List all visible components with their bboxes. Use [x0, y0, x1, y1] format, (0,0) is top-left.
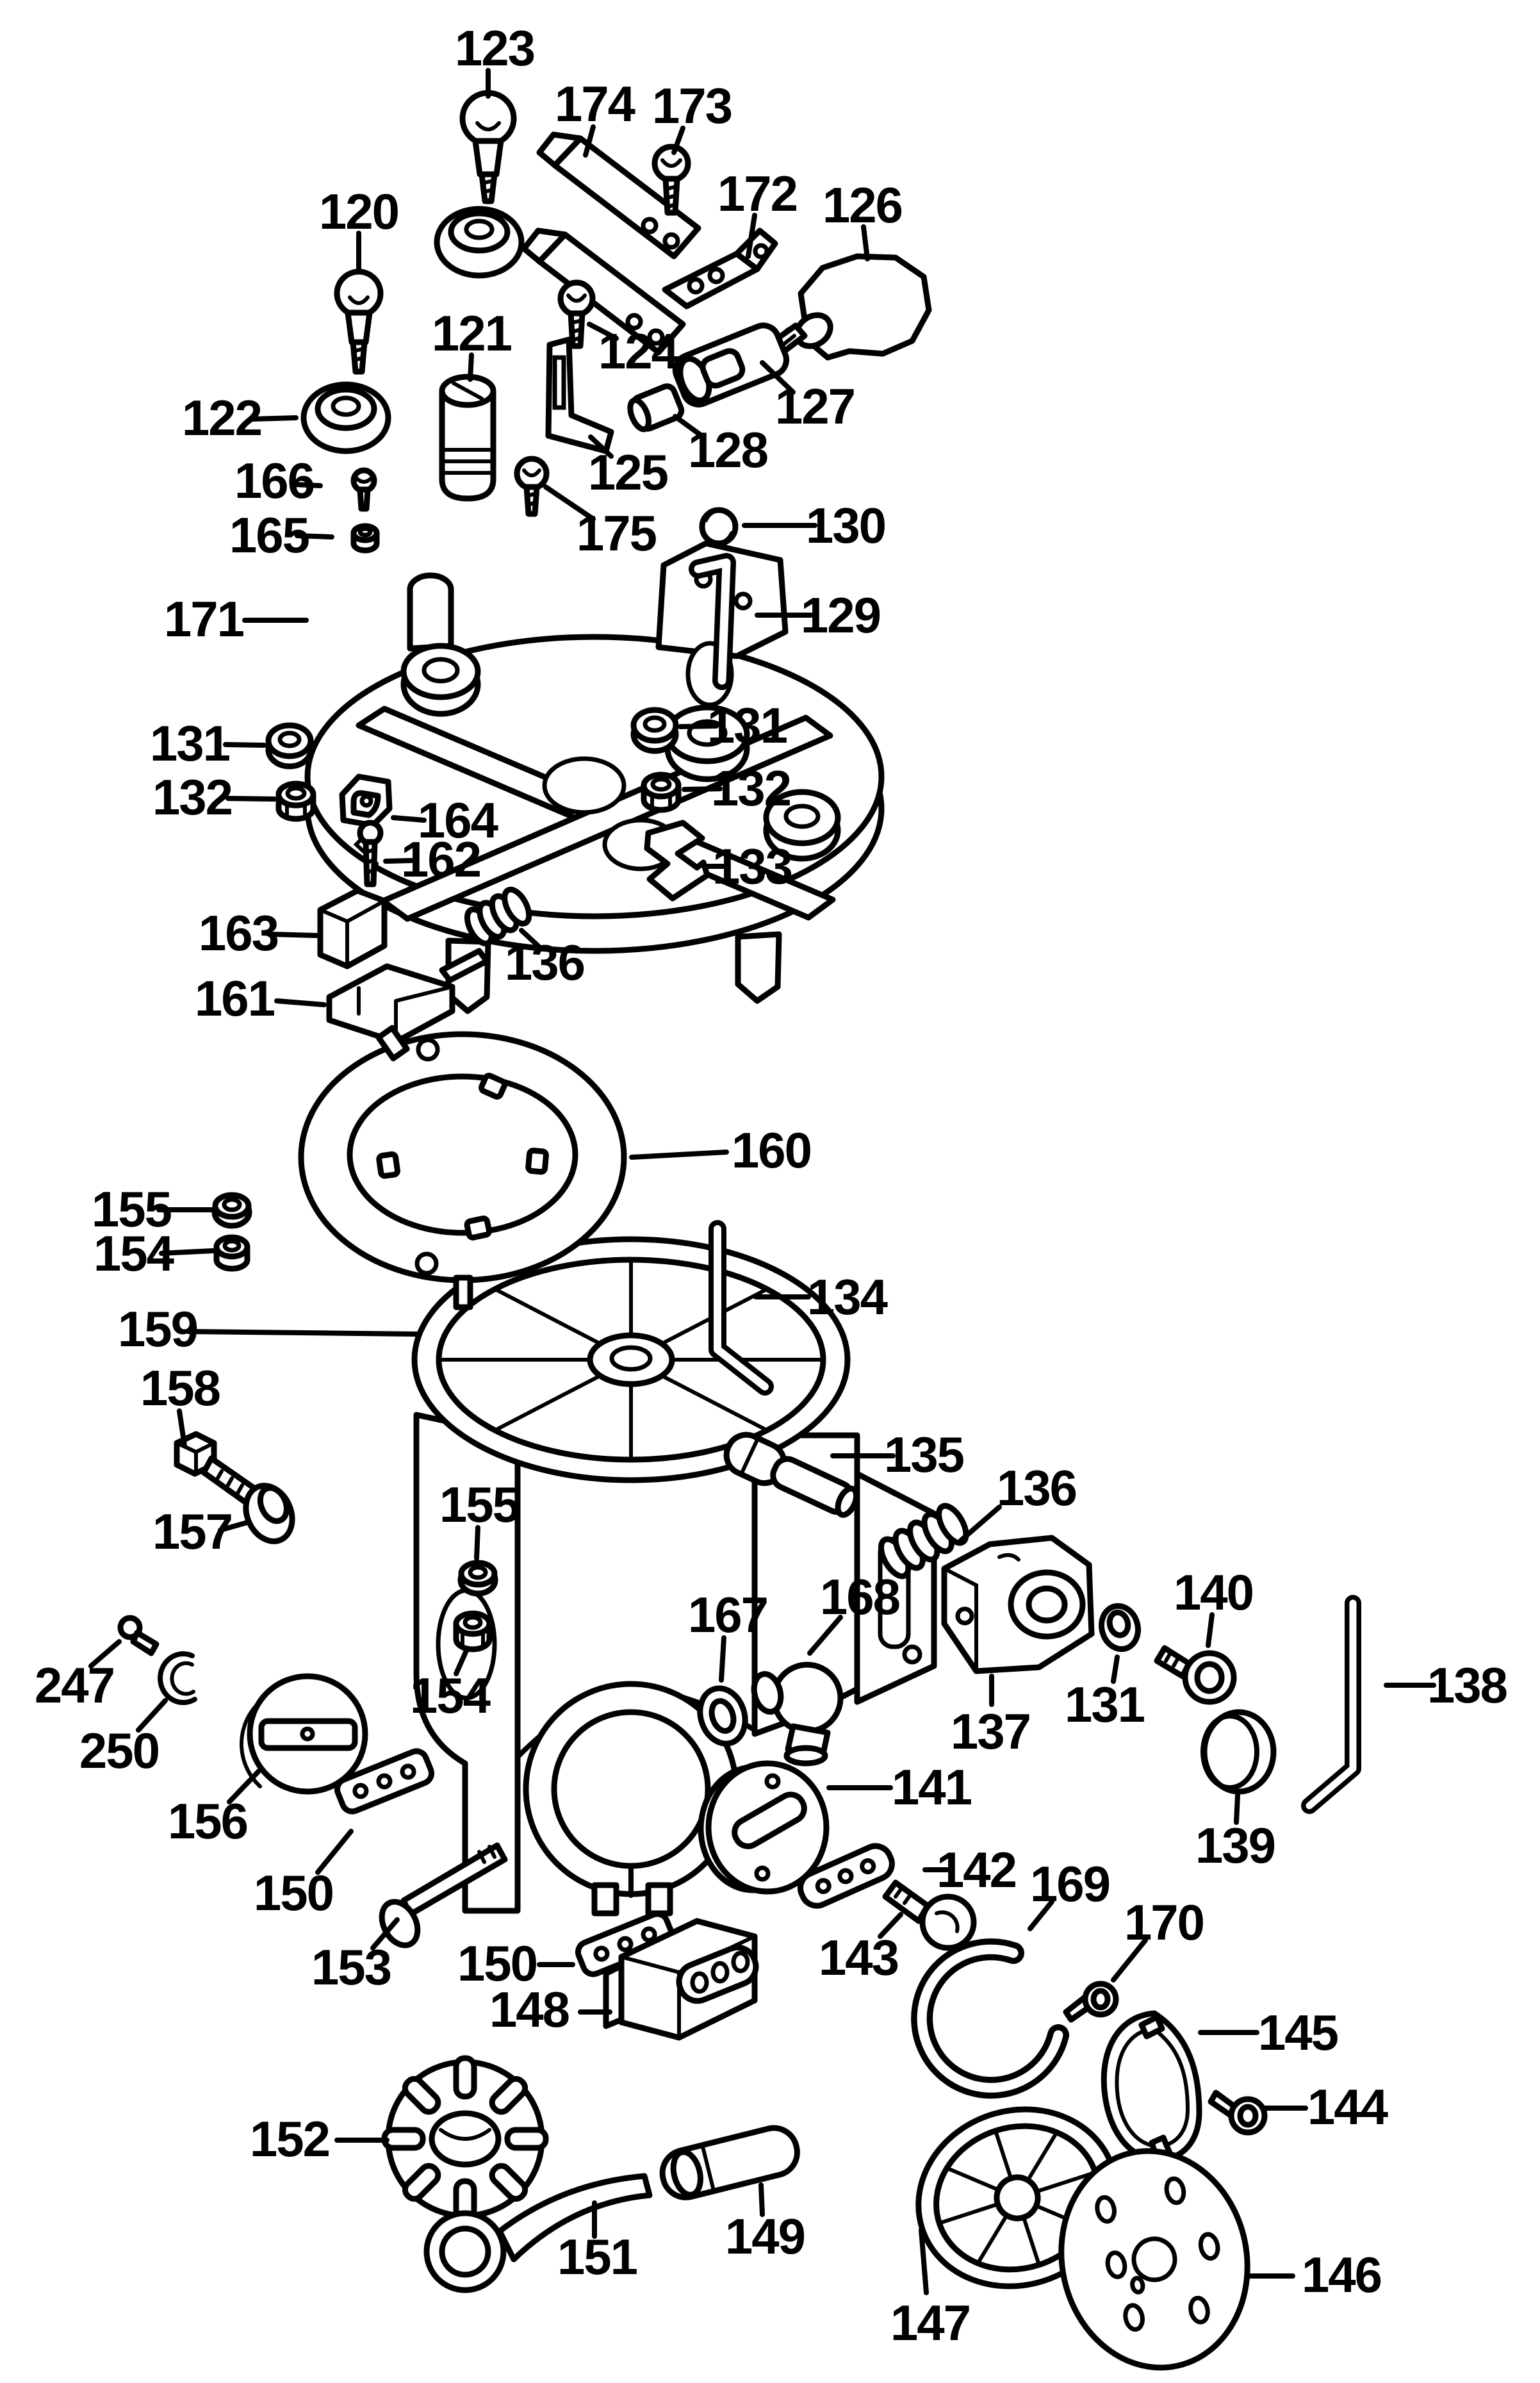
part-label-147: 147 [890, 2295, 971, 2351]
part-label-134: 134 [807, 1269, 887, 1325]
part-label-121: 121 [431, 305, 512, 361]
part-label-150-lower: 150 [457, 1935, 537, 1991]
part-154-nut-lower [456, 1613, 489, 1649]
part-label-132-left: 132 [152, 769, 233, 825]
part-label-155-upper: 155 [91, 1181, 172, 1237]
part-175-screw [517, 459, 546, 514]
part-label-123: 123 [454, 20, 535, 76]
part-label-130: 130 [805, 497, 886, 554]
part-label-125: 125 [587, 444, 668, 500]
part-label-163: 163 [198, 905, 279, 961]
part-127-pivot-cylinder [671, 321, 791, 409]
part-label-131-right: 131 [707, 697, 787, 754]
part-120-depth-knob [337, 272, 381, 372]
part-144-screw [1211, 2093, 1265, 2132]
part-label-156: 156 [167, 1793, 248, 1849]
part-label-126: 126 [822, 177, 903, 233]
part-label-160: 160 [731, 1122, 812, 1178]
part-label-174: 174 [554, 76, 635, 132]
part-label-164: 164 [417, 792, 498, 848]
part-label-131-mid: 131 [1064, 1676, 1145, 1733]
part-label-151: 151 [557, 2229, 637, 2285]
part-164-cord-clamp [342, 777, 389, 825]
part-250-clip [160, 1654, 195, 1703]
part-label-128: 128 [687, 422, 768, 478]
part-label-159: 159 [117, 1301, 198, 1357]
part-label-175: 175 [576, 505, 657, 561]
part-121-barrel [442, 377, 493, 499]
part-label-171: 171 [163, 591, 244, 647]
part-label-141: 141 [891, 1759, 972, 1815]
part-label-146: 146 [1301, 2247, 1382, 2303]
part-label-154-lower: 154 [409, 1667, 490, 1724]
part-label-124: 124 [598, 323, 678, 379]
part-label-153: 153 [311, 1939, 391, 1995]
part-label-137: 137 [950, 1703, 1031, 1760]
part-149-grip-tube [657, 2123, 802, 2202]
part-132-nut-left [279, 784, 313, 819]
part-131-washer-left [268, 725, 311, 766]
part-label-172: 172 [717, 165, 798, 222]
leader-163 [272, 934, 316, 936]
part-label-120: 120 [318, 183, 399, 240]
part-label-154-upper: 154 [93, 1225, 174, 1282]
part-165-nut [354, 526, 377, 550]
part-130-set-screw [702, 510, 735, 543]
part-label-136-mid: 136 [996, 1460, 1077, 1516]
part-label-143: 143 [818, 1929, 899, 1986]
part-123-depth-knob [463, 93, 514, 201]
part-122-cup-washer [304, 384, 388, 451]
part-169-retaining-ring [922, 1949, 1058, 2088]
part-label-165: 165 [229, 507, 309, 563]
part-128-bushing [626, 384, 684, 433]
leader-132-left [228, 798, 274, 799]
leader-159 [188, 1332, 416, 1334]
part-132-nut-right [644, 775, 678, 810]
part-126-clamp-knob [762, 256, 929, 361]
part-label-167: 167 [687, 1587, 768, 1643]
part-137-motor-mount [944, 1538, 1092, 1671]
part-label-169: 169 [1029, 1856, 1110, 1912]
part-label-247: 247 [34, 1657, 115, 1713]
part-label-144: 144 [1307, 2079, 1388, 2135]
part-131-washer-mid [1097, 1602, 1143, 1653]
part-123-retainer-cup [437, 209, 521, 276]
part-label-139: 139 [1195, 1817, 1275, 1874]
part-140-screw [1157, 1648, 1234, 1702]
part-label-138: 138 [1427, 1657, 1507, 1713]
part-label-158: 158 [140, 1360, 220, 1416]
part-label-140: 140 [1173, 1564, 1254, 1620]
leader-167 [721, 1638, 724, 1680]
part-label-132-right: 132 [710, 760, 791, 816]
part-label-250: 250 [79, 1722, 160, 1779]
part-label-133: 133 [712, 838, 792, 895]
part-label-152: 152 [249, 2111, 330, 2167]
part-163-brush [320, 891, 384, 966]
part-label-149: 149 [725, 2208, 805, 2264]
part-label-161: 161 [194, 970, 275, 1027]
part-label-142: 142 [936, 1842, 1017, 1898]
part-138-hex-key [1309, 1603, 1353, 1806]
part-155-washer-upper [215, 1195, 249, 1226]
part-158-bolt [177, 1434, 258, 1505]
part-label-170: 170 [1124, 1894, 1204, 1950]
part-label-150-upper: 150 [253, 1865, 334, 1921]
part-label-131-left: 131 [149, 715, 230, 771]
part-label-173: 173 [651, 78, 732, 134]
part-152-star-washer [384, 2058, 546, 2220]
part-label-148: 148 [489, 1981, 569, 2038]
part-label-122: 122 [181, 390, 262, 446]
part-166-pin [354, 470, 374, 509]
part-170-screw [1066, 1984, 1116, 2020]
part-label-127: 127 [774, 378, 855, 434]
part-label-155-lower: 155 [439, 1476, 520, 1533]
part-label-135: 135 [883, 1426, 964, 1483]
leader-160 [632, 1152, 726, 1157]
part-label-157: 157 [152, 1503, 233, 1560]
part-156-cam-knob [242, 1676, 365, 1792]
part-label-162: 162 [400, 831, 481, 887]
part-124-screw [561, 283, 593, 346]
part-label-145: 145 [1257, 2004, 1338, 2061]
part-label-166: 166 [234, 452, 315, 509]
part-131-washer-right [634, 710, 676, 751]
part-label-168: 168 [819, 1569, 900, 1625]
part-154-nut-upper [217, 1237, 247, 1269]
leader-161 [277, 1001, 324, 1005]
part-label-129: 129 [800, 587, 881, 643]
part-139-cap [1203, 1712, 1274, 1792]
part-label-136-top: 136 [504, 934, 585, 991]
part-247-screw [120, 1618, 156, 1653]
part-155-washer-lower [461, 1563, 495, 1594]
